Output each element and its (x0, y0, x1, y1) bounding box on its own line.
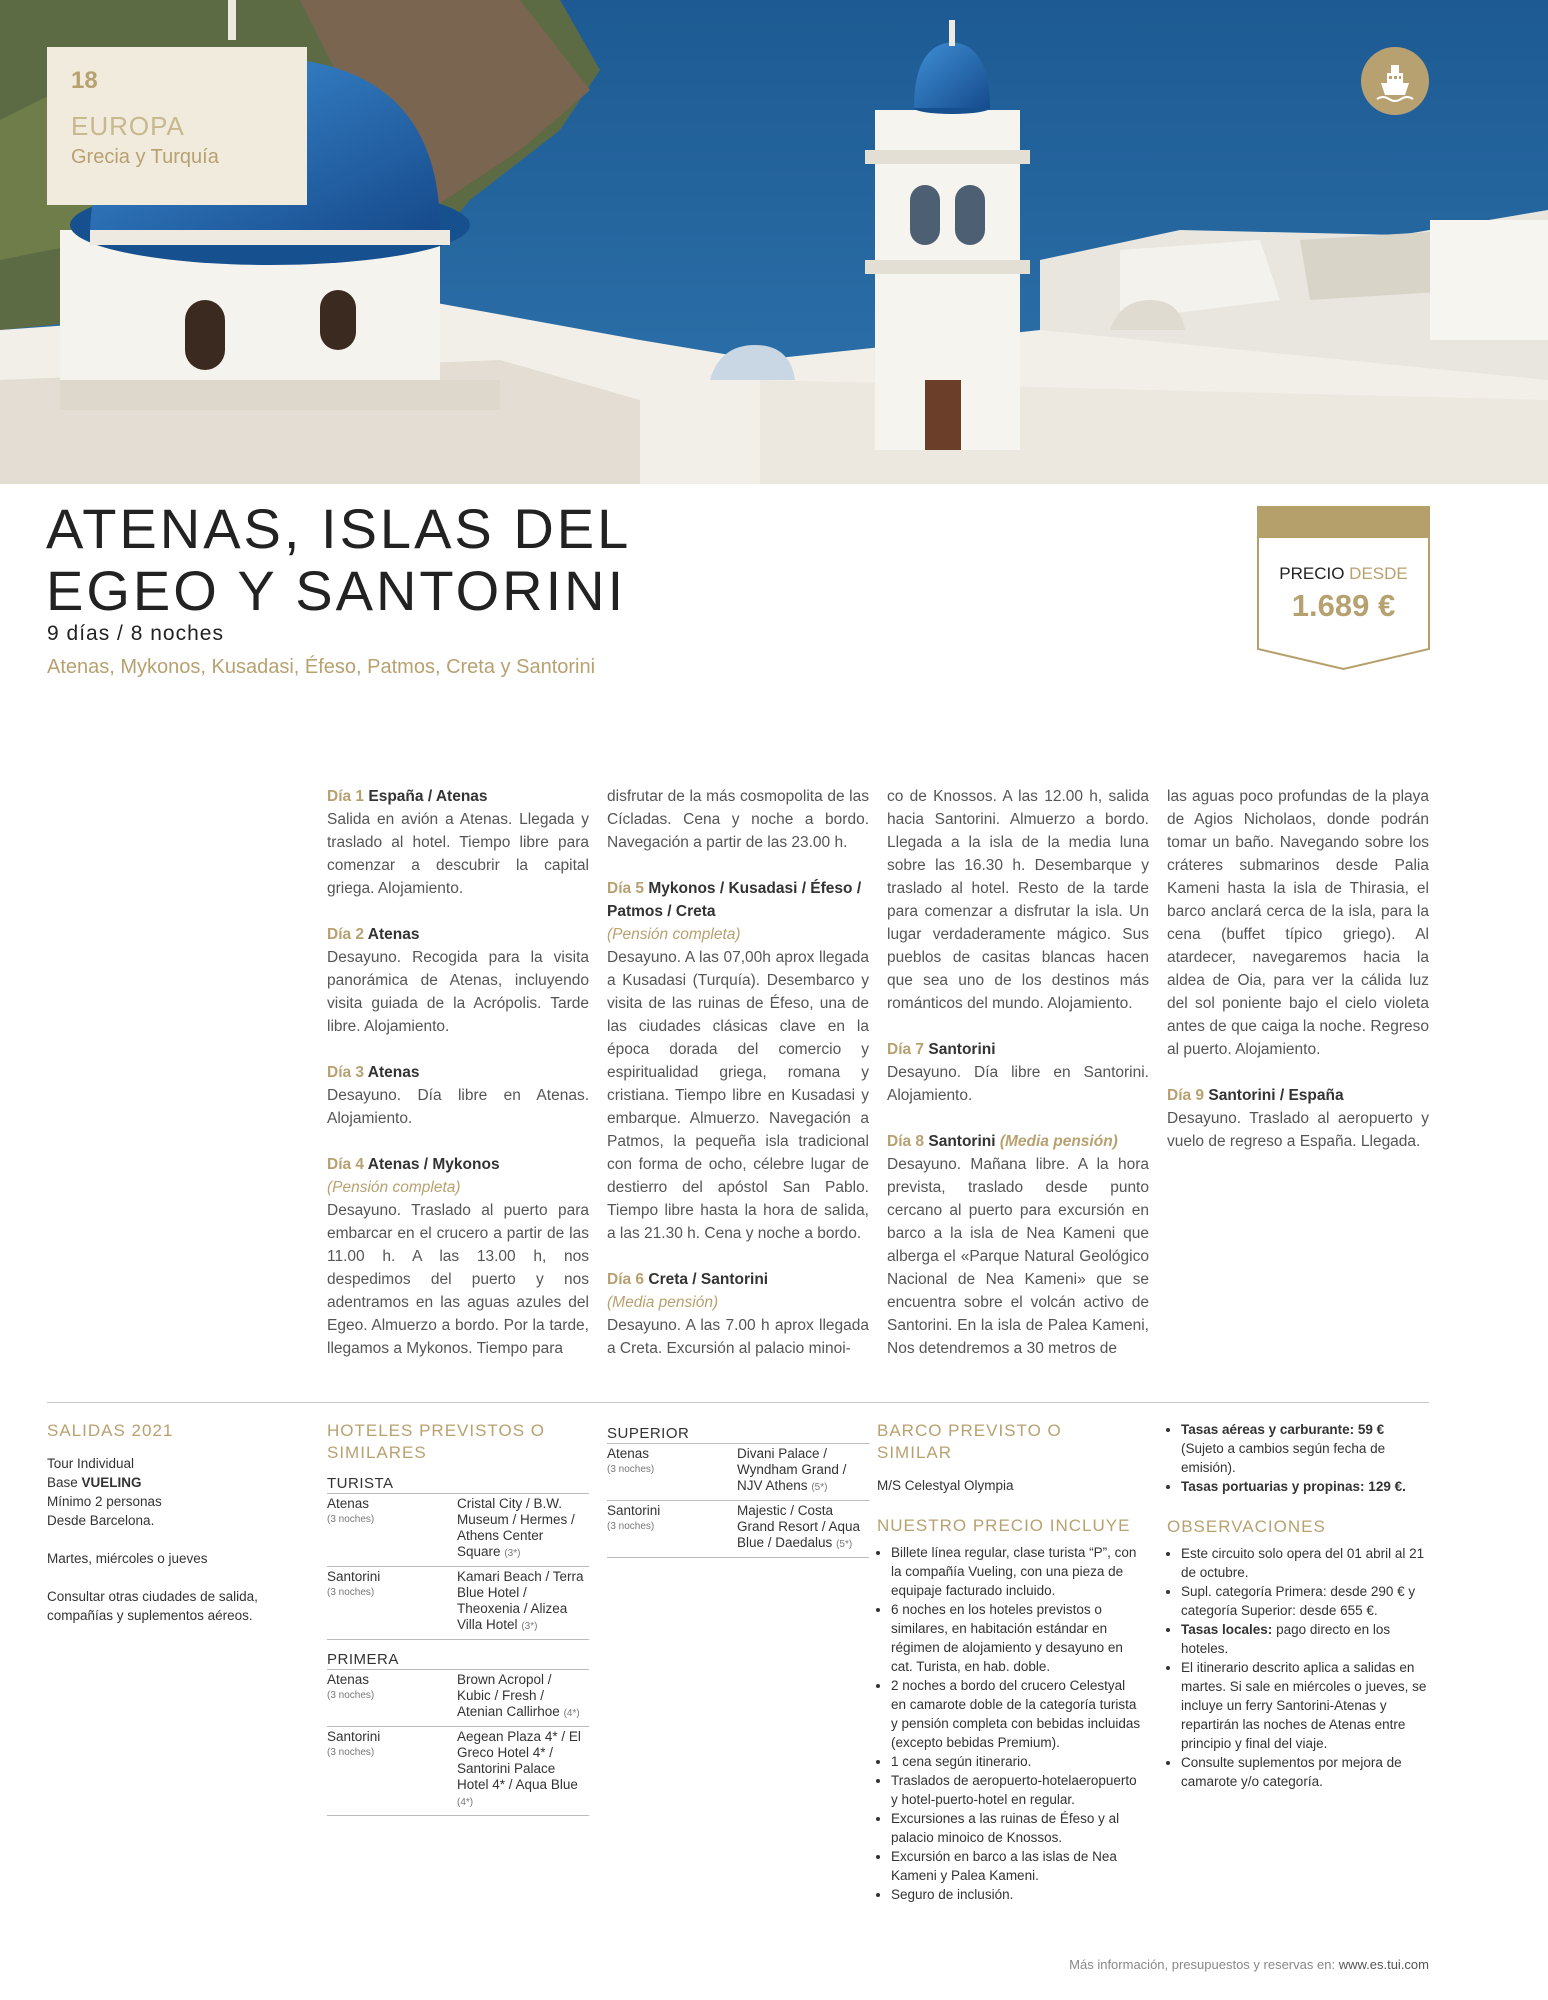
list-item: • 6 noches en los hoteles previstos o similares, en habitación estándar en régimen de alojamiento y desayuno en cat. Turista, en hab. doble. (891, 1600, 1142, 1676)
trip-title-line1: ATENAS, ISLAS DEL (46, 497, 632, 560)
list-item: • Excursión en barco a las islas de Nea Kameni y Palea Kameni. (891, 1847, 1142, 1885)
departures-base: Base VUELING (47, 1475, 142, 1490)
section-divider (47, 1402, 1429, 1403)
list-item: • Supl. categoría Primera: desde 290 € y categoría Superior: desde 655 €. (1181, 1582, 1429, 1620)
hotels-table-superior (607, 1444, 869, 1558)
table-row: Atenas (3 noches) Divani Palace / Wyndham Grand / NJV Athens (5*) (607, 1444, 869, 1501)
boat-heading: BARCO PREVISTO O SIMILAR (877, 1421, 1062, 1462)
day-8: Día 8 Santorini (Media pensión) Desayuno. Mañana libre. A la hora prevista, traslado desde punto cercano al puerto para excursión en barco a la isla de Nea Kameni que alberga el «Parque Natural Geológico Nacional de Nea Kameni» que se encuentra sobre el volcán activo de Santorini. En la isla de Palea Kameni, Nos detendremos a 30 metros de (887, 1133, 1149, 1357)
trip-route: Atenas, Mykonos, Kusadasi, Éfeso, Patmos, Creta y Santorini (47, 656, 596, 678)
table-row: Santorini (3 noches) Aegean Plaza 4* / El Greco Hotel 4* / Santorini Palace Hotel 4* / Aqua Blue (4*) (327, 1727, 589, 1816)
notes-heading: OBSERVACIONES (1167, 1517, 1326, 1536)
hotels-table-turista (327, 1494, 589, 1640)
cruise-ship-icon (1361, 47, 1429, 115)
list-item: • Seguro de inclusión. (891, 1885, 1142, 1904)
price-value: 1.689 € (1291, 588, 1396, 623)
list-item: • Tasas locales: pago directo en los hoteles. (1181, 1620, 1429, 1658)
day-2: Día 2 Atenas Desayuno. Recogida para la visita panorámica de Atenas, incluyendo visita guiada de la Acrópolis. Tarde libre. Alojamiento. (327, 926, 589, 1035)
departures-minimum: Mínimo 2 personas (47, 1494, 162, 1509)
departures-heading: SALIDAS 2021 (47, 1421, 174, 1440)
itinerary-column-1 (327, 785, 589, 1360)
boat-name: M/S Celestyal Olympia (877, 1478, 1014, 1493)
list-item: • 2 noches a bordo del crucero Celestyal en camarote doble de la categoría turista y pensión completa con bebidas incluidas (excepto bebidas Premium). (891, 1676, 1142, 1752)
departures-origin: Desde Barcelona. (47, 1513, 155, 1528)
price-box (1257, 506, 1430, 671)
includes-list (877, 1543, 1142, 1904)
hotels-category-primera: PRIMERA (327, 1640, 589, 1670)
list-item: • Billete línea regular, clase turista “P”, con la compañía Vueling, con una pieza de equipaje facturado incluido. (891, 1543, 1142, 1600)
day-5: Día 5 Mykonos / Kusadasi / Éfeso / Patmos / Creta (Pensión completa) Desayuno. A las 07,00h aprox llegada a Kusadasi (Turquía). Desembarco y visita de las ruinas de Éfeso, una de las ciudades clásicas clave en la época dorada del comercio y espiritualidad griega, romana y cristiana. Tiempo libre en Kusadasi y embarque. Almuerzo. Navegación a Patmos, la pequeña isla tradicional con forma de ocho, célebre lugar de destierro del apóstol San Pablo. Tiempo libre hasta la hora de salida, a las 21.30 h. Cena y noche a bordo. (607, 880, 869, 1242)
hotels-category-turista: TURISTA (327, 1464, 589, 1494)
subregion-label: Grecia y Turquía (71, 146, 219, 168)
taxes-and-notes-section (1167, 1420, 1429, 1791)
list-item: • Traslados de aeropuerto-hotelaeropuerto y hotel-puerto-hotel en regular. (891, 1771, 1142, 1809)
day-8-continued: las aguas poco profundas de la playa de Agios Nicholaos, donde podrán tomar un baño. Navegando sobre los cráteres submarinos desde Palia Kameni hasta la isla de Thirasia, el barco anclará cerca de la isla, para la cena (buffet típico griego). Al atardecer, navegaremos hacia la aldea de Oia, para ver la cálida luz del sol poniente bajo el cielo violeta antes de que caiga la noche. Regreso al puerto. Alojamiento. (1167, 788, 1429, 1058)
hotels-category-superior: SUPERIOR (607, 1420, 869, 1444)
list-item: • Excursiones a las ruinas de Éfeso y al palacio minoico de Knossos. (891, 1809, 1142, 1847)
itinerary-column-2 (607, 785, 869, 1360)
day-4-continued: disfrutar de la más cosmopolita de las Cícladas. Cena y noche a bordo. Navegación a partir de las 23.00 h. (607, 788, 869, 851)
table-row: Atenas (3 noches) Brown Acropol / Kubic / Fresh / Atenian Callirhoe (4*) (327, 1670, 589, 1727)
notes-list (1167, 1544, 1429, 1791)
trip-duration: 9 días / 8 noches (47, 622, 224, 645)
list-item: • 1 cena según itinerario. (891, 1752, 1142, 1771)
day-6: Día 6 Creta / Santorini (Media pensión) Desayuno. A las 7.00 h aprox llegada a Creta. Excursión al palacio minoi- (607, 1271, 869, 1357)
hotels-section (327, 1420, 589, 1816)
itinerary-column-3 (887, 785, 1149, 1360)
includes-heading: NUESTRO PRECIO INCLUYE (877, 1516, 1131, 1535)
itinerary-column-4 (1167, 785, 1429, 1176)
departures-note: Consultar otras ciudades de salida, compañías y suplementos aéreos. (47, 1589, 258, 1623)
boat-and-includes-section (877, 1420, 1142, 1904)
section-badge (47, 47, 307, 205)
departures-tour-type: Tour Individual (47, 1456, 135, 1471)
hotels-superior-section (607, 1420, 869, 1558)
list-item: • El itinerario descrito aplica a salidas en martes. Si sale en miércoles o jueves, se incluye un ferry Santorini-Atenas y repartirán las noches de Atenas entre principio y final del viaje. (1181, 1658, 1429, 1753)
hotels-table-primera (327, 1670, 589, 1816)
list-item: • Este circuito solo opera del 01 abril al 21 de octubre. (1181, 1544, 1429, 1582)
list-item: • Tasas aéreas y carburante: 59 € (Sujeto a cambios según fecha de emisión). (1181, 1420, 1429, 1477)
day-3: Día 3 Atenas Desayuno. Día libre en Atenas. Alojamiento. (327, 1064, 589, 1127)
region-label: EUROPA (71, 111, 185, 141)
table-row: Santorini (3 noches) Majestic / Costa Grand Resort / Aqua Blue / Daedalus (5*) (607, 1501, 869, 1558)
day-7: Día 7 Santorini Desayuno. Día libre en Santorini. Alojamiento. (887, 1041, 1149, 1104)
table-row: Santorini (3 noches) Kamari Beach / Terra Blue Hotel / Theoxenia / Alizea Villa Hotel (3*) (327, 1567, 589, 1640)
day-4: Día 4 Atenas / Mykonos (Pensión completa) Desayuno. Traslado al puerto para embarcar en el crucero a partir de las 11.00 h. A las 13.00 h, nos despedimos del puerto y nos adentramos en las aguas azules del Egeo. Almuerzo a bordo. Por la tarde, llegamos a Mykonos. Tiempo para (327, 1156, 589, 1357)
price-label: PRECIO DESDE (1279, 564, 1408, 583)
day-6-continued: co de Knossos. A las 12.00 h, salida hacia Santorini. Almuerzo a bordo. Llegada a la isla de la media luna sobre las 16.30 h. Desembarque y traslado al hotel. Resto de la tarde para comenzar a disfrutar la isla. Un lugar verdaderamente mágico. Sus pueblos de casitas blancas hacen que sea uno de los destinos más románticos del mundo. Alojamiento. (887, 788, 1149, 1012)
page-number: 18 (71, 67, 98, 94)
day-1: Día 1 España / Atenas Salida en avión a Atenas. Llegada y traslado al hotel. Tiempo libre para comenzar a descubrir la capital griega. Alojamiento. (327, 788, 589, 897)
departures-section (47, 1420, 287, 1625)
footer-url[interactable]: www.es.tui.com (1338, 1957, 1429, 1972)
table-row: Atenas (3 noches) Cristal City / B.W. Museum / Hermes / Athens Center Square (3*) (327, 1494, 589, 1567)
departures-days: Martes, miércoles o jueves (47, 1551, 208, 1566)
taxes-list (1167, 1420, 1429, 1496)
trip-title (46, 498, 746, 622)
hotels-heading: HOTELES PREVISTOS O SIMILARES (327, 1421, 546, 1462)
footer-info: Más información, presupuestos y reservas en: www.es.tui.com (1069, 1957, 1429, 1972)
list-item: • Consulte suplementos por mejora de camarote y/o categoría. (1181, 1753, 1429, 1791)
day-9: Día 9 Santorini / España Desayuno. Traslado al aeropuerto y vuelo de regreso a España. Llegada. (1167, 1087, 1429, 1150)
trip-title-line2: EGEO Y SANTORINI (46, 559, 627, 622)
list-item: • Tasas portuarias y propinas: 129 €. (1181, 1477, 1429, 1496)
